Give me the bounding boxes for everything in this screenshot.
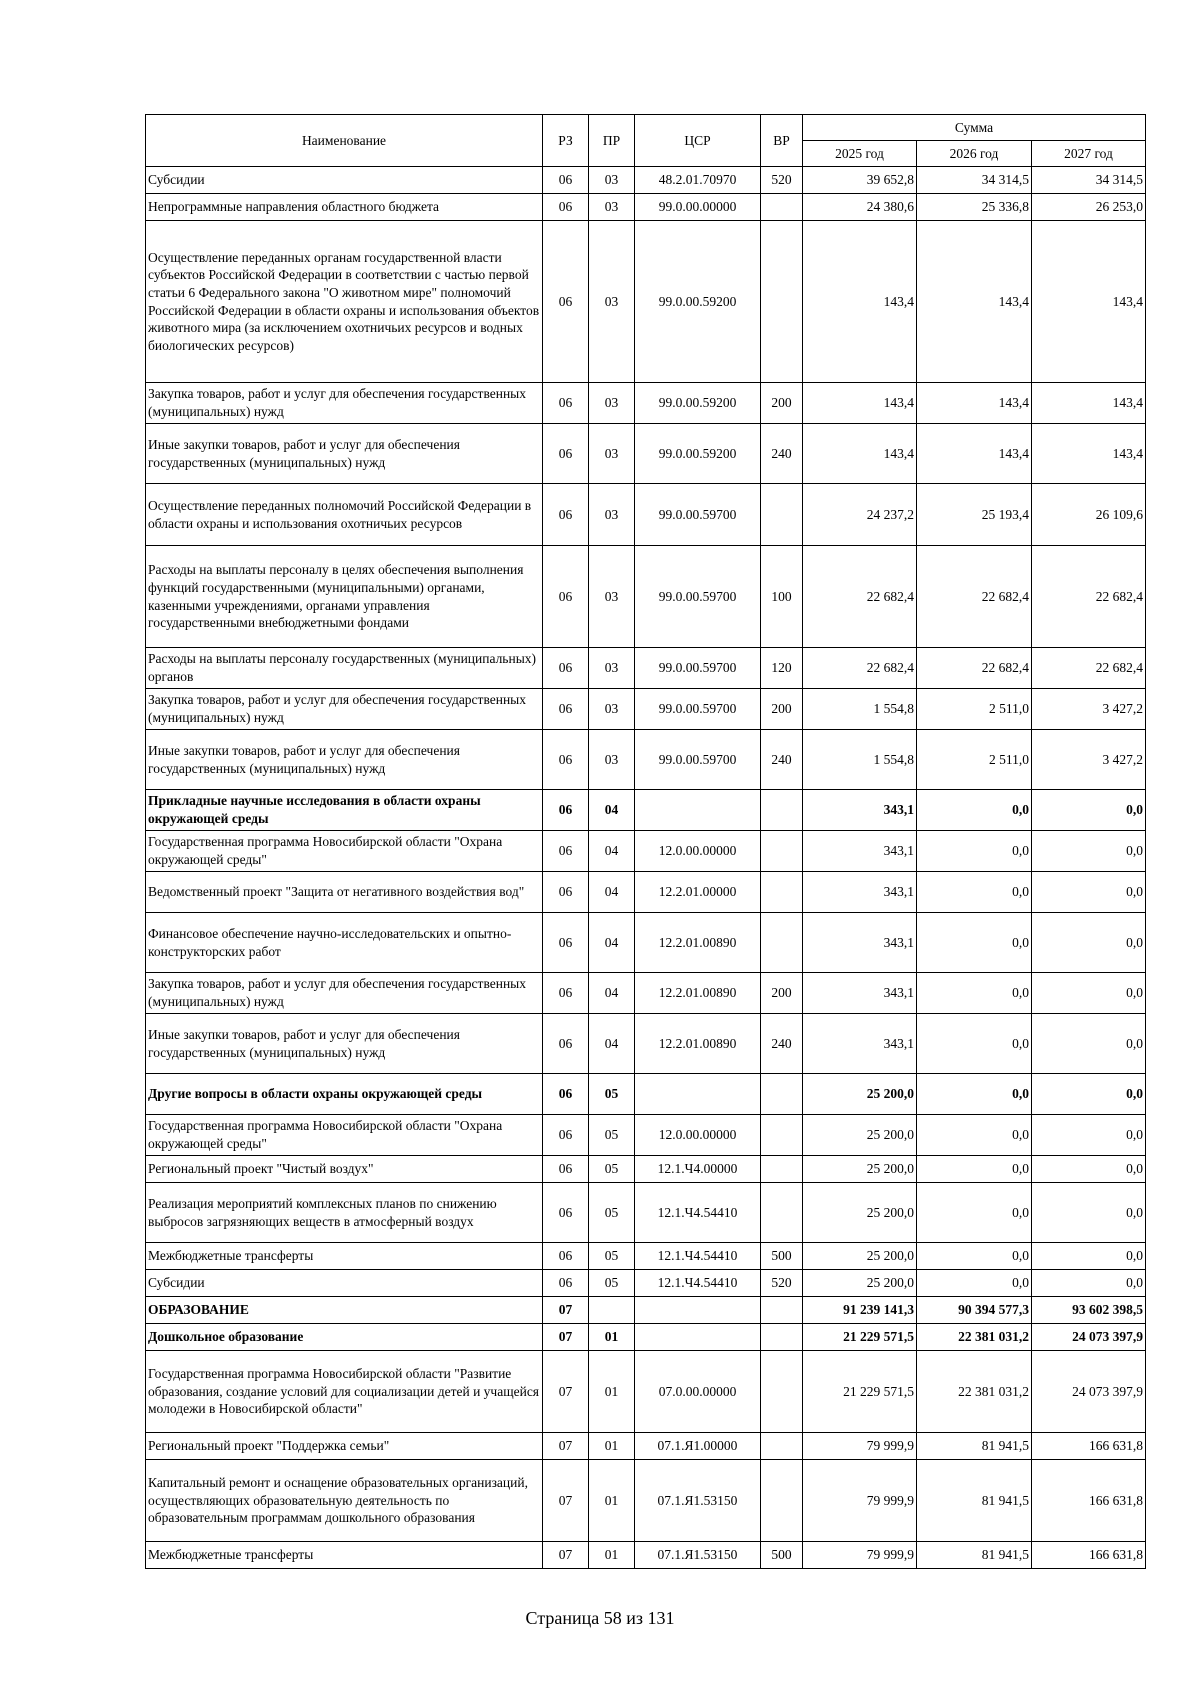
- cell-vr: [761, 1297, 803, 1324]
- cell-name: Региональный проект "Чистый воздух": [146, 1156, 543, 1183]
- cell-name: Межбюджетные трансферты: [146, 1243, 543, 1270]
- cell-vr: 500: [761, 1542, 803, 1569]
- cell-pr: 04: [589, 1014, 635, 1074]
- cell-rz: 06: [543, 1243, 589, 1270]
- table-row: [146, 1156, 1146, 1183]
- header-name: Наименование: [146, 115, 543, 167]
- cell-csr: 99.0.00.59200: [635, 383, 761, 424]
- table-row: [146, 424, 1146, 484]
- cell-vr: [761, 1183, 803, 1243]
- cell-rz: 07: [543, 1351, 589, 1433]
- cell-sum-2027: 3 427,2: [1032, 730, 1146, 790]
- header-2025: 2025 год: [803, 141, 917, 167]
- cell-pr: [589, 1297, 635, 1324]
- cell-sum-2027: 0,0: [1032, 872, 1146, 913]
- cell-pr: 03: [589, 648, 635, 689]
- cell-sum-2025: 25 200,0: [803, 1183, 917, 1243]
- cell-name: Межбюджетные трансферты: [146, 1542, 543, 1569]
- cell-vr: [761, 831, 803, 872]
- cell-sum-2026: 25 193,4: [917, 484, 1032, 546]
- cell-sum-2026: 0,0: [917, 1243, 1032, 1270]
- cell-csr: 99.0.00.59700: [635, 730, 761, 790]
- cell-vr: 200: [761, 383, 803, 424]
- cell-rz: 06: [543, 973, 589, 1014]
- cell-name: ОБРАЗОВАНИЕ: [146, 1297, 543, 1324]
- page-number: Страница 58 из 131: [525, 1608, 675, 1628]
- cell-rz: 06: [543, 913, 589, 973]
- cell-csr: 12.2.01.00890: [635, 913, 761, 973]
- cell-vr: [761, 1074, 803, 1115]
- cell-vr: [761, 790, 803, 831]
- cell-pr: 03: [589, 167, 635, 194]
- cell-sum-2027: 143,4: [1032, 424, 1146, 484]
- table-row: [146, 1433, 1146, 1460]
- cell-csr: 48.2.01.70970: [635, 167, 761, 194]
- cell-sum-2025: 21 229 571,5: [803, 1351, 917, 1433]
- cell-csr: 99.0.00.59700: [635, 648, 761, 689]
- cell-vr: [761, 194, 803, 221]
- table-row: [146, 1115, 1146, 1156]
- cell-pr: 03: [589, 484, 635, 546]
- cell-sum-2026: 22 682,4: [917, 546, 1032, 648]
- cell-vr: 240: [761, 1014, 803, 1074]
- cell-sum-2026: 25 336,8: [917, 194, 1032, 221]
- cell-name: Капитальный ремонт и оснащение образовательных организаций, осуществляющих образовательную деятельность по образовательным программам дошкольного образования: [146, 1460, 543, 1542]
- header-csr: ЦСР: [635, 115, 761, 167]
- cell-name: Расходы на выплаты персоналу государственных (муниципальных) органов: [146, 648, 543, 689]
- cell-sum-2025: 25 200,0: [803, 1156, 917, 1183]
- cell-name: Субсидии: [146, 1270, 543, 1297]
- table-row: [146, 648, 1146, 689]
- table-row: [146, 730, 1146, 790]
- cell-sum-2027: 0,0: [1032, 1183, 1146, 1243]
- cell-vr: 200: [761, 973, 803, 1014]
- cell-csr: 12.1.Ч4.54410: [635, 1183, 761, 1243]
- cell-sum-2025: 22 682,4: [803, 648, 917, 689]
- table-row: [146, 913, 1146, 973]
- cell-pr: 04: [589, 973, 635, 1014]
- cell-sum-2027: 0,0: [1032, 790, 1146, 831]
- cell-sum-2025: 21 229 571,5: [803, 1324, 917, 1351]
- cell-sum-2025: 24 237,2: [803, 484, 917, 546]
- cell-sum-2027: 3 427,2: [1032, 689, 1146, 730]
- cell-sum-2026: 81 941,5: [917, 1542, 1032, 1569]
- cell-sum-2026: 81 941,5: [917, 1460, 1032, 1542]
- cell-rz: 06: [543, 194, 589, 221]
- table-row: [146, 546, 1146, 648]
- cell-pr: 05: [589, 1243, 635, 1270]
- cell-name: Реализация мероприятий комплексных планов по снижению выбросов загрязняющих веществ в атмосферный воздух: [146, 1183, 543, 1243]
- cell-name: Государственная программа Новосибирской области "Охрана окружающей среды": [146, 831, 543, 872]
- cell-sum-2025: 25 200,0: [803, 1115, 917, 1156]
- cell-sum-2025: 79 999,9: [803, 1433, 917, 1460]
- cell-pr: 01: [589, 1542, 635, 1569]
- table-row: [146, 1074, 1146, 1115]
- cell-vr: [761, 1324, 803, 1351]
- cell-sum-2025: 343,1: [803, 973, 917, 1014]
- header-2026: 2026 год: [917, 141, 1032, 167]
- cell-pr: 03: [589, 546, 635, 648]
- cell-sum-2025: 343,1: [803, 913, 917, 973]
- cell-vr: 240: [761, 424, 803, 484]
- cell-vr: [761, 872, 803, 913]
- cell-sum-2027: 22 682,4: [1032, 546, 1146, 648]
- cell-rz: 06: [543, 221, 589, 383]
- cell-sum-2025: 79 999,9: [803, 1542, 917, 1569]
- cell-csr: 07.1.Я1.53150: [635, 1542, 761, 1569]
- cell-pr: 05: [589, 1074, 635, 1115]
- cell-vr: [761, 1156, 803, 1183]
- cell-sum-2027: 0,0: [1032, 913, 1146, 973]
- cell-sum-2026: 22 381 031,2: [917, 1324, 1032, 1351]
- header-pr: ПР: [589, 115, 635, 167]
- cell-sum-2027: 166 631,8: [1032, 1433, 1146, 1460]
- cell-pr: 01: [589, 1433, 635, 1460]
- cell-csr: 99.0.00.59700: [635, 484, 761, 546]
- cell-sum-2027: 166 631,8: [1032, 1460, 1146, 1542]
- cell-sum-2026: 34 314,5: [917, 167, 1032, 194]
- table-row: [146, 484, 1146, 546]
- cell-pr: 05: [589, 1156, 635, 1183]
- cell-sum-2026: 143,4: [917, 383, 1032, 424]
- cell-rz: 06: [543, 872, 589, 913]
- cell-sum-2027: 24 073 397,9: [1032, 1324, 1146, 1351]
- cell-rz: 07: [543, 1542, 589, 1569]
- cell-csr: [635, 1324, 761, 1351]
- cell-name: Субсидии: [146, 167, 543, 194]
- cell-sum-2026: 2 511,0: [917, 730, 1032, 790]
- cell-rz: 06: [543, 1156, 589, 1183]
- cell-sum-2026: 0,0: [917, 790, 1032, 831]
- cell-sum-2025: 25 200,0: [803, 1243, 917, 1270]
- cell-sum-2027: 0,0: [1032, 1243, 1146, 1270]
- cell-name: Закупка товаров, работ и услуг для обеспечения государственных (муниципальных) нужд: [146, 973, 543, 1014]
- cell-pr: 01: [589, 1324, 635, 1351]
- cell-sum-2026: 0,0: [917, 1183, 1032, 1243]
- cell-rz: 06: [543, 790, 589, 831]
- cell-name: Закупка товаров, работ и услуг для обеспечения государственных (муниципальных) нужд: [146, 689, 543, 730]
- header-2027: 2027 год: [1032, 141, 1146, 167]
- cell-name: Прикладные научные исследования в области охраны окружающей среды: [146, 790, 543, 831]
- cell-pr: 01: [589, 1460, 635, 1542]
- cell-sum-2025: 22 682,4: [803, 546, 917, 648]
- table-row: [146, 1324, 1146, 1351]
- cell-csr: [635, 1297, 761, 1324]
- table-row: [146, 194, 1146, 221]
- cell-name: Государственная программа Новосибирской области "Развитие образования, создание условий для социализации детей и учащейся молодежи в Новосибирской области": [146, 1351, 543, 1433]
- cell-rz: 06: [543, 730, 589, 790]
- cell-vr: [761, 1433, 803, 1460]
- table-row: [146, 973, 1146, 1014]
- table-row: [146, 1243, 1146, 1270]
- cell-vr: [761, 221, 803, 383]
- cell-pr: 03: [589, 424, 635, 484]
- cell-sum-2026: 2 511,0: [917, 689, 1032, 730]
- table-row: [146, 1297, 1146, 1324]
- cell-vr: [761, 913, 803, 973]
- cell-sum-2026: 0,0: [917, 1014, 1032, 1074]
- cell-rz: 06: [543, 424, 589, 484]
- cell-pr: 03: [589, 383, 635, 424]
- cell-csr: 99.0.00.59700: [635, 546, 761, 648]
- cell-name: Дошкольное образование: [146, 1324, 543, 1351]
- cell-pr: 04: [589, 790, 635, 831]
- cell-sum-2025: 1 554,8: [803, 689, 917, 730]
- cell-name: Ведомственный проект "Защита от негативного воздействия вод": [146, 872, 543, 913]
- cell-sum-2026: 0,0: [917, 1115, 1032, 1156]
- cell-sum-2027: 143,4: [1032, 383, 1146, 424]
- cell-rz: 07: [543, 1324, 589, 1351]
- cell-rz: 06: [543, 648, 589, 689]
- cell-sum-2027: 166 631,8: [1032, 1542, 1146, 1569]
- cell-sum-2027: 0,0: [1032, 973, 1146, 1014]
- cell-sum-2026: 90 394 577,3: [917, 1297, 1032, 1324]
- cell-csr: 12.2.01.00890: [635, 1014, 761, 1074]
- cell-rz: 06: [543, 484, 589, 546]
- cell-sum-2027: 26 109,6: [1032, 484, 1146, 546]
- cell-sum-2027: 93 602 398,5: [1032, 1297, 1146, 1324]
- cell-csr: 12.1.Ч4.00000: [635, 1156, 761, 1183]
- cell-rz: 07: [543, 1297, 589, 1324]
- cell-vr: 520: [761, 1270, 803, 1297]
- cell-vr: [761, 1115, 803, 1156]
- table-row: [146, 1351, 1146, 1433]
- cell-pr: 03: [589, 730, 635, 790]
- cell-sum-2027: 24 073 397,9: [1032, 1351, 1146, 1433]
- cell-csr: 07.1.Я1.53150: [635, 1460, 761, 1542]
- cell-sum-2027: 26 253,0: [1032, 194, 1146, 221]
- table-row: [146, 1542, 1146, 1569]
- cell-sum-2026: 0,0: [917, 1270, 1032, 1297]
- cell-sum-2025: 91 239 141,3: [803, 1297, 917, 1324]
- header-vr: ВР: [761, 115, 803, 167]
- cell-rz: 06: [543, 689, 589, 730]
- cell-rz: 06: [543, 831, 589, 872]
- cell-csr: 12.1.Ч4.54410: [635, 1270, 761, 1297]
- cell-rz: 06: [543, 167, 589, 194]
- cell-name: Осуществление переданных органам государственной власти субъектов Российской Федерации в соответствии с частью первой статьи 6 Федерального закона "О животном мире" полномочий Российской Федерации в области охраны и использования объектов животного мира (за исключением охотничьих ресурсов и водных биологических ресурсов): [146, 221, 543, 383]
- cell-csr: 99.0.00.59700: [635, 689, 761, 730]
- cell-sum-2026: 81 941,5: [917, 1433, 1032, 1460]
- cell-pr: 03: [589, 194, 635, 221]
- cell-sum-2025: 1 554,8: [803, 730, 917, 790]
- table-row: [146, 790, 1146, 831]
- cell-name: Иные закупки товаров, работ и услуг для обеспечения государственных (муниципальных) нужд: [146, 1014, 543, 1074]
- cell-vr: [761, 484, 803, 546]
- cell-vr: 100: [761, 546, 803, 648]
- cell-csr: 12.0.00.00000: [635, 831, 761, 872]
- cell-sum-2026: 143,4: [917, 221, 1032, 383]
- cell-sum-2025: 79 999,9: [803, 1460, 917, 1542]
- cell-name: Закупка товаров, работ и услуг для обеспечения государственных (муниципальных) нужд: [146, 383, 543, 424]
- cell-csr: 12.0.00.00000: [635, 1115, 761, 1156]
- cell-pr: 05: [589, 1115, 635, 1156]
- cell-sum-2026: 0,0: [917, 913, 1032, 973]
- cell-name: Другие вопросы в области охраны окружающей среды: [146, 1074, 543, 1115]
- cell-csr: 99.0.00.59200: [635, 424, 761, 484]
- cell-pr: 05: [589, 1183, 635, 1243]
- cell-rz: 06: [543, 1074, 589, 1115]
- cell-csr: 99.0.00.00000: [635, 194, 761, 221]
- cell-csr: 12.2.01.00890: [635, 973, 761, 1014]
- cell-csr: 12.1.Ч4.54410: [635, 1243, 761, 1270]
- cell-csr: [635, 1074, 761, 1115]
- cell-sum-2025: 343,1: [803, 1014, 917, 1074]
- cell-rz: 06: [543, 1115, 589, 1156]
- cell-vr: 240: [761, 730, 803, 790]
- cell-pr: 04: [589, 831, 635, 872]
- cell-sum-2027: 34 314,5: [1032, 167, 1146, 194]
- cell-sum-2027: 0,0: [1032, 831, 1146, 872]
- cell-rz: 06: [543, 383, 589, 424]
- cell-name: Иные закупки товаров, работ и услуг для обеспечения государственных (муниципальных) нужд: [146, 730, 543, 790]
- cell-pr: 03: [589, 221, 635, 383]
- cell-sum-2025: 25 200,0: [803, 1074, 917, 1115]
- cell-csr: 07.0.00.00000: [635, 1351, 761, 1433]
- cell-sum-2027: 0,0: [1032, 1115, 1146, 1156]
- cell-vr: 200: [761, 689, 803, 730]
- cell-sum-2026: 22 381 031,2: [917, 1351, 1032, 1433]
- cell-sum-2026: 0,0: [917, 1156, 1032, 1183]
- cell-sum-2025: 143,4: [803, 424, 917, 484]
- cell-sum-2025: 39 652,8: [803, 167, 917, 194]
- cell-sum-2026: 0,0: [917, 831, 1032, 872]
- table-row: [146, 1270, 1146, 1297]
- table-row: [146, 167, 1146, 194]
- cell-pr: 01: [589, 1351, 635, 1433]
- cell-name: Иные закупки товаров, работ и услуг для обеспечения государственных (муниципальных) нужд: [146, 424, 543, 484]
- cell-sum-2026: 0,0: [917, 973, 1032, 1014]
- cell-csr: 99.0.00.59200: [635, 221, 761, 383]
- cell-sum-2026: 22 682,4: [917, 648, 1032, 689]
- table-row: [146, 383, 1146, 424]
- cell-csr: [635, 790, 761, 831]
- cell-sum-2027: 22 682,4: [1032, 648, 1146, 689]
- table-row: [146, 1183, 1146, 1243]
- cell-pr: 04: [589, 872, 635, 913]
- cell-pr: 05: [589, 1270, 635, 1297]
- cell-rz: 06: [543, 1183, 589, 1243]
- cell-sum-2025: 343,1: [803, 872, 917, 913]
- cell-rz: 07: [543, 1433, 589, 1460]
- cell-sum-2025: 143,4: [803, 221, 917, 383]
- cell-name: Финансовое обеспечение научно-исследовательских и опытно-конструкторских работ: [146, 913, 543, 973]
- cell-vr: [761, 1460, 803, 1542]
- cell-sum-2025: 343,1: [803, 790, 917, 831]
- cell-name: Региональный проект "Поддержка семьи": [146, 1433, 543, 1460]
- cell-sum-2026: 0,0: [917, 1074, 1032, 1115]
- cell-csr: 12.2.01.00000: [635, 872, 761, 913]
- cell-sum-2025: 343,1: [803, 831, 917, 872]
- table-row: [146, 872, 1146, 913]
- cell-name: Непрограммные направления областного бюджета: [146, 194, 543, 221]
- cell-sum-2025: 143,4: [803, 383, 917, 424]
- cell-vr: [761, 1351, 803, 1433]
- cell-sum-2027: 143,4: [1032, 221, 1146, 383]
- cell-sum-2025: 24 380,6: [803, 194, 917, 221]
- cell-rz: 07: [543, 1460, 589, 1542]
- table-row: [146, 1014, 1146, 1074]
- cell-vr: 120: [761, 648, 803, 689]
- header-sum: Сумма: [803, 115, 1146, 141]
- cell-csr: 07.1.Я1.00000: [635, 1433, 761, 1460]
- cell-sum-2027: 0,0: [1032, 1156, 1146, 1183]
- table-row: [146, 221, 1146, 383]
- cell-pr: 04: [589, 913, 635, 973]
- cell-name: Осуществление переданных полномочий Российской Федерации в области охраны и использования охотничьих ресурсов: [146, 484, 543, 546]
- cell-sum-2026: 0,0: [917, 872, 1032, 913]
- cell-rz: 06: [543, 1270, 589, 1297]
- table-row: [146, 831, 1146, 872]
- cell-pr: 03: [589, 689, 635, 730]
- cell-rz: 06: [543, 546, 589, 648]
- budget-table: [145, 114, 1146, 1569]
- cell-rz: 06: [543, 1014, 589, 1074]
- cell-name: Расходы на выплаты персоналу в целях обеспечения выполнения функций государственными (муниципальными) органами, казенными учреждениями, органами управления государственными внебюджетными фондами: [146, 546, 543, 648]
- table-row: [146, 1460, 1146, 1542]
- header-rz: РЗ: [543, 115, 589, 167]
- cell-sum-2025: 25 200,0: [803, 1270, 917, 1297]
- table-row: [146, 689, 1146, 730]
- cell-sum-2027: 0,0: [1032, 1270, 1146, 1297]
- cell-sum-2027: 0,0: [1032, 1074, 1146, 1115]
- cell-name: Государственная программа Новосибирской области "Охрана окружающей среды": [146, 1115, 543, 1156]
- cell-sum-2026: 143,4: [917, 424, 1032, 484]
- cell-sum-2027: 0,0: [1032, 1014, 1146, 1074]
- cell-vr: 500: [761, 1243, 803, 1270]
- cell-vr: 520: [761, 167, 803, 194]
